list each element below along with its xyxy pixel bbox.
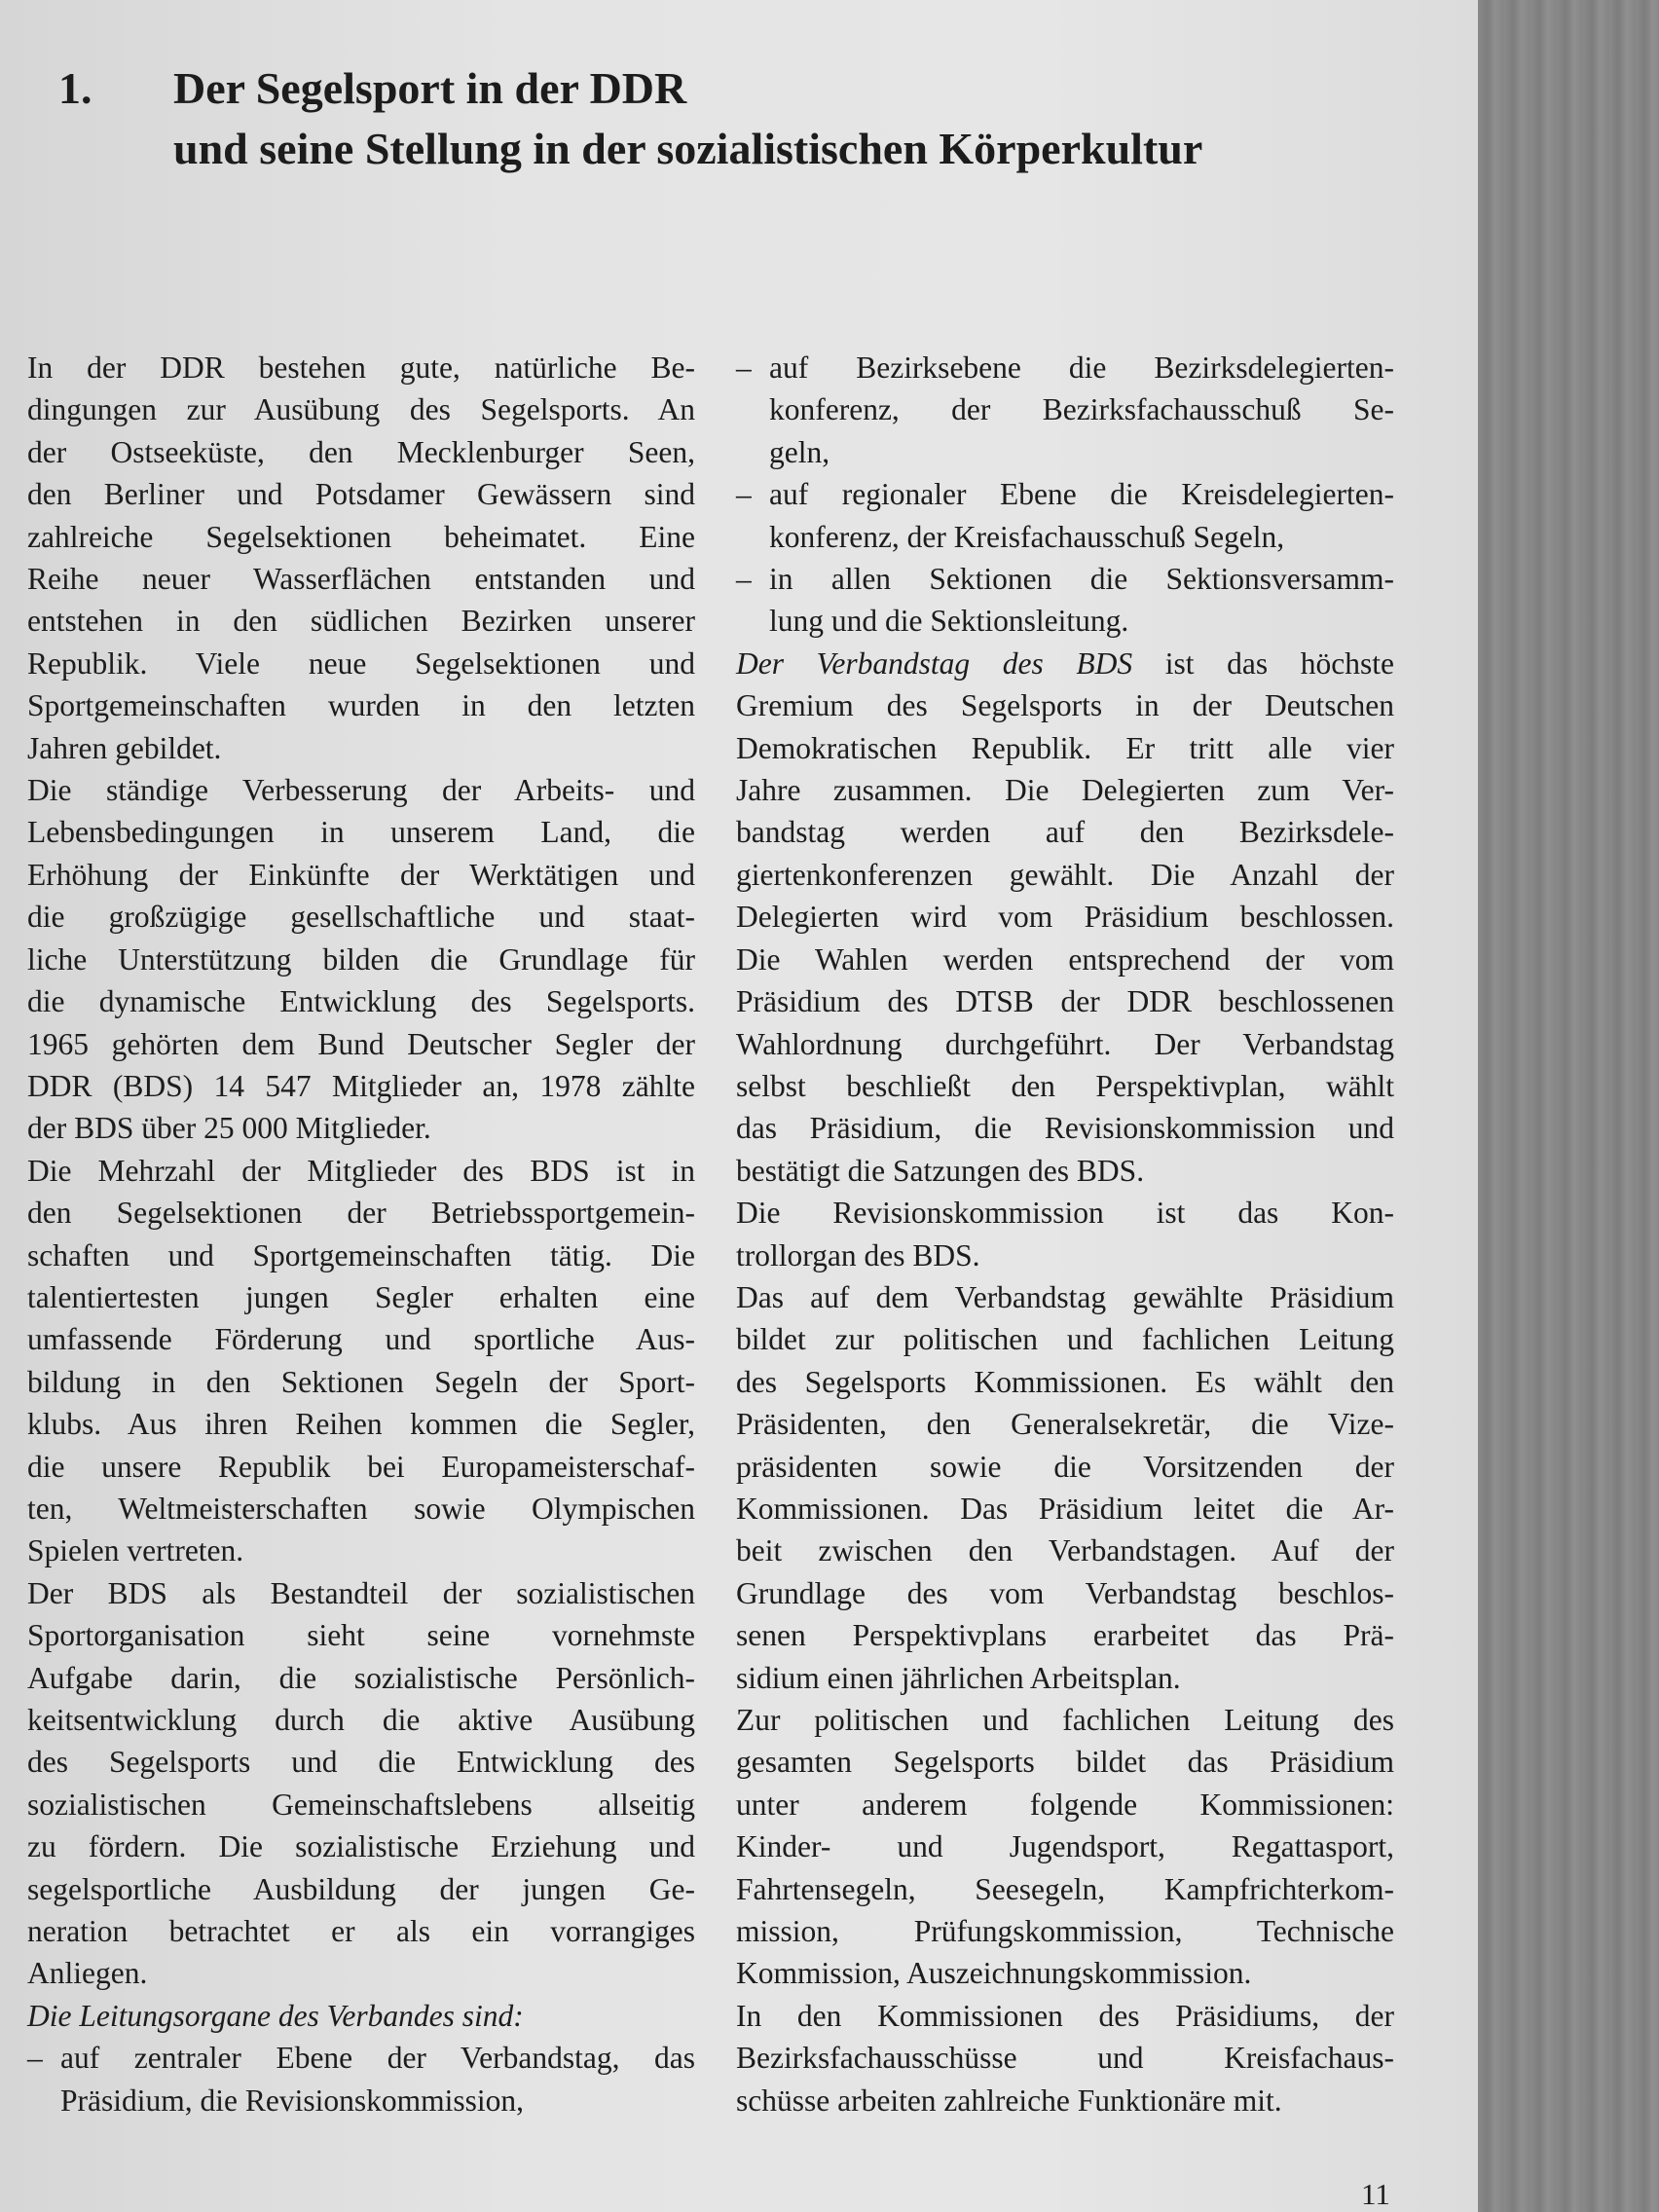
text-line: schaften und Sportgemeinschaften tätig. Die [27, 1237, 695, 1272]
text-line: trollorgan des BDS. [736, 1237, 980, 1272]
text-line: Kinder- und Jugendsport, Regattasport, [736, 1829, 1394, 1864]
dash-bullet: – [27, 2041, 43, 2076]
text-line: Jahren gebildet. [27, 730, 222, 765]
text-line: präsidenten sowie die Vorsitzenden der [736, 1449, 1394, 1484]
text-line: Reihe neuer Wasserflächen entstanden und [27, 562, 695, 597]
text-line: Sportorganisation sieht seine vornehmste [27, 1618, 695, 1653]
list-item [27, 2037, 695, 2121]
text-line: sidium einen jährlichen Arbeitsplan. [736, 1660, 1181, 1695]
text-line: des Segelsports Kommissionen. Es wählt den [736, 1364, 1394, 1399]
text-line: DDR (BDS) 14 547 Mitglieder an, 1978 zählte [27, 1068, 695, 1103]
text-line: In der DDR bestehen gute, natürliche Be- [27, 350, 695, 385]
text-line: Wahlordnung durchgeführt. Der Verbandstag [736, 1026, 1394, 1061]
text-line: sozialistischen Gemeinschaftslebens allseitig [27, 1787, 695, 1822]
text-line: beit zwischen den Verbandstagen. Auf der [736, 1533, 1394, 1568]
text-line: giertenkonferenzen gewählt. Die Anzahl der [736, 857, 1394, 892]
text-line: auf regionaler Ebene die Kreisdelegierten- [769, 477, 1394, 512]
chapter-title [173, 58, 1439, 179]
paragraph-commissions [736, 1699, 1394, 1995]
text-line: Demokratischen Republik. Er tritt alle vier [736, 730, 1394, 765]
paragraph-functionaries [736, 1995, 1394, 2121]
text-line: auf Bezirksebene die Bezirksdelegierten- [769, 350, 1394, 385]
text-line: die großzügige gesellschaftliche und staat- [27, 900, 695, 935]
text-line: Kommission, Auszeichnungskommission. [736, 1956, 1252, 1991]
text-line: den Berliner und Potsdamer Gewässern sind [27, 477, 695, 512]
text-line: lung und die Sektionsleitung. [769, 604, 1129, 639]
paragraph-presidium [736, 1276, 1394, 1699]
right-column [736, 347, 1394, 2121]
text-line: bildet zur politischen und fachlichen Leitung [736, 1322, 1394, 1357]
text-line: liche Unterstützung bilden die Grundlage für [27, 941, 695, 977]
list-item [736, 347, 1394, 473]
text-line: Kommissionen. Das Präsidium leitet die Ar- [736, 1491, 1394, 1526]
text-line: In den Kommissionen des Präsidiums, der [736, 1998, 1394, 2033]
text-line: der Ostseeküste, den Mecklenburger Seen, [27, 434, 695, 469]
text-line: in allen Sektionen die Sektionsversamm- [769, 562, 1394, 597]
paragraph-verbandstag [736, 643, 1394, 1192]
text-line: die unsere Republik bei Europameisterschaf- [27, 1449, 695, 1484]
text-line: umfassende Förderung und sportliche Aus- [27, 1322, 695, 1357]
paragraph-membership-growth [27, 769, 695, 1150]
text-line: gesamten Segelsports bildet das Präsidium [736, 1745, 1394, 1780]
dash-bullet: – [736, 477, 752, 512]
page-number: 11 [1361, 2177, 1390, 2211]
text-line: geln, [769, 434, 830, 469]
chapter-title-line-1: Der Segelsport in der DDR [173, 63, 687, 113]
text-line: Präsidenten, den Generalsekretär, die Vize- [736, 1407, 1394, 1442]
text-line: schüsse arbeiten zahlreiche Funktionäre mit. [736, 2083, 1282, 2118]
text-line: bestätigt die Satzungen des BDS. [736, 1153, 1145, 1188]
text-line: bildung in den Sektionen Segeln der Sport- [27, 1364, 695, 1399]
text-line: zahlreiche Segelsektionen beheimatet. Eine [27, 519, 695, 554]
text-line: Präsidium des DTSB der DDR beschlossenen [736, 984, 1394, 1019]
text-line: ten, Weltmeisterschaften sowie Olympischen [27, 1491, 695, 1526]
text-line: konferenz, der Bezirksfachausschuß Se- [769, 392, 1394, 427]
text-line: selbst beschließt den Perspektivplan, wählt [736, 1068, 1394, 1103]
text-line: Lebensbedingungen in unserem Land, die [27, 815, 695, 850]
text-line: Fahrtensegeln, Seesegeln, Kampfrichterkom- [736, 1871, 1394, 1906]
text-line: Bezirksfachausschüsse und Kreisfachaus- [736, 2041, 1394, 2076]
chapter-number: 1. [58, 63, 92, 113]
text-line: keitsentwicklung durch die aktive Ausübung [27, 1703, 695, 1737]
background-surface [1478, 0, 1659, 2212]
text-line: Präsidium, die Revisionskommission, [60, 2083, 525, 2118]
text-line: Republik. Viele neue Segelsektionen und [27, 645, 695, 681]
list-item [736, 558, 1394, 643]
paragraph-bds-role [27, 1572, 695, 1995]
text-line: zu fördern. Die sozialistische Erziehung und [27, 1829, 695, 1864]
text-line: Erhöhung der Einkünfte der Werktätigen und [27, 857, 695, 892]
text-line: Die Wahlen werden entsprechend der vom [736, 941, 1394, 977]
chapter-title-line-2: und seine Stellung in der sozialistischen Körperkultur [173, 124, 1203, 173]
text-line: das Präsidium, die Revisionskommission und [736, 1111, 1394, 1146]
text-line: dingungen zur Ausübung des Segelsports. An [27, 392, 695, 427]
verbandstag-line-rest: ist das höchste [1132, 645, 1394, 681]
text-line: der BDS über 25 000 Mitglieder. [27, 1111, 431, 1146]
text-line: unter anderem folgende Kommissionen: [736, 1787, 1394, 1822]
text-line: Grundlage des vom Verbandstag beschlos- [736, 1575, 1394, 1610]
dash-bullet: – [736, 350, 752, 385]
text-line: Anliegen. [27, 1956, 148, 1991]
text-line: entstehen in den südlichen Bezirken unserer [27, 604, 695, 639]
text-line: des Segelsports und die Entwicklung des [27, 1745, 695, 1780]
text-line: Die Revisionskommission ist das Kon- [736, 1196, 1394, 1231]
text-line: den Segelsektionen der Betriebssportgemein- [27, 1196, 695, 1231]
text-line [736, 643, 1394, 684]
text-line: Der BDS als Bestandteil der sozialistischen [27, 1575, 695, 1610]
paragraph-natural-conditions [27, 347, 695, 769]
text-line: segelsportliche Ausbildung der jungen Ge- [27, 1871, 695, 1906]
text-line: Die ständige Verbesserung der Arbeits- und [27, 773, 695, 808]
text-line: konferenz, der Kreisfachausschuß Segeln, [769, 519, 1285, 554]
paragraph-revision-commission [736, 1192, 1394, 1276]
text-line: Das auf dem Verbandstag gewählte Präsidium [736, 1279, 1394, 1314]
text-line: talentiertesten jungen Segler erhalten eine [27, 1279, 695, 1314]
text-line: Gremium des Segelsports in der Deutschen [736, 688, 1394, 723]
text-line: bandstag werden auf den Bezirksdele- [736, 815, 1394, 850]
text-line: neration betrachtet er als ein vorrangiges [27, 1914, 695, 1949]
list-item [736, 473, 1394, 558]
left-column [27, 347, 695, 2121]
text-line: Delegierten wird vom Präsidium beschlossen. [736, 900, 1394, 935]
verbandstag-emphasis: Der Verbandstag des BDS [736, 645, 1133, 681]
organs-heading: Die Leitungsorgane des Verbandes sind: [27, 1998, 524, 2033]
text-line: Die Mehrzahl der Mitglieder des BDS ist in [27, 1153, 695, 1188]
text-line: Zur politischen und fachlichen Leitung des [736, 1703, 1394, 1737]
text-line: 1965 gehörten dem Bund Deutscher Segler der [27, 1026, 695, 1061]
text-line: klubs. Aus ihren Reihen kommen die Segler, [27, 1407, 695, 1442]
text-line: Spielen vertreten. [27, 1533, 244, 1568]
text-line: Jahre zusammen. Die Delegierten zum Ver- [736, 773, 1394, 808]
text-line: Sportgemeinschaften wurden in den letzten [27, 688, 695, 723]
text-line: senen Perspektivplans erarbeitet das Prä- [736, 1618, 1394, 1653]
text-line: mission, Prüfungskommission, Technische [736, 1914, 1394, 1949]
text-line: Aufgabe darin, die sozialistische Persönlich- [27, 1660, 695, 1695]
text-line: die dynamische Entwicklung des Segelsports. [27, 984, 695, 1019]
text-line: auf zentraler Ebene der Verbandstag, das [60, 2041, 695, 2076]
paragraph-members-sections [27, 1150, 695, 1572]
dash-bullet: – [736, 562, 752, 597]
